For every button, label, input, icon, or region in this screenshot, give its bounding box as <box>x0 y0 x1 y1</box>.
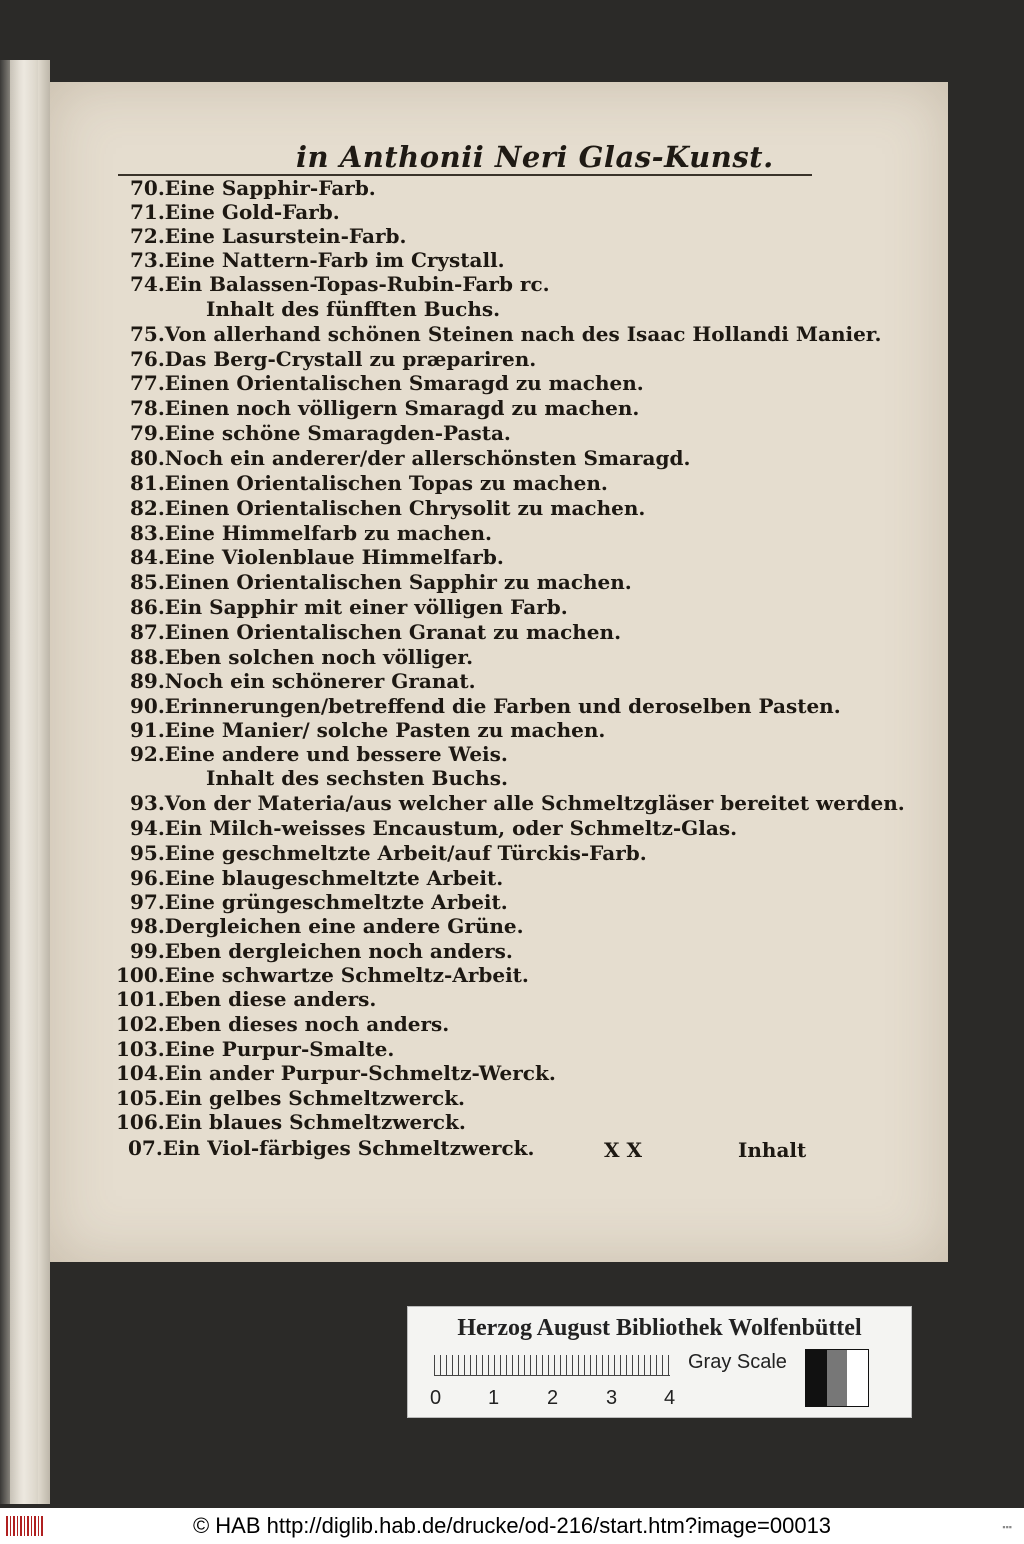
toc-entry: 84.Eine Violenblaue Himmelfarb. <box>130 545 504 569</box>
running-head: in Anthonii Neri Glas-Kunst. <box>296 140 774 174</box>
signature-mark: X X <box>604 1138 642 1162</box>
toc-entry: 85.Einen Orientalischen Sapphir zu machen. <box>130 570 632 594</box>
toc-entry: 73.Eine Nattern-Farb im Crystall. <box>130 248 505 272</box>
toc-entry: 105.Ein gelbes Schmeltzwerck. <box>116 1086 466 1110</box>
toc-entry: 100.Eine schwartze Schmeltz-Arbeit. <box>116 963 529 987</box>
gray-swatches <box>805 1349 869 1407</box>
toc-entry: 94.Ein Milch-weisses Encaustum, oder Schmeltz-Glas. <box>130 816 738 840</box>
ruler-number: 1 <box>488 1387 500 1409</box>
toc-entry: 106.Ein blaues Schmeltzwerck. <box>116 1110 466 1134</box>
toc-entry: 81.Einen Orientalischen Topas zu machen. <box>130 471 608 495</box>
library-name: Herzog August Bibliothek Wolfenbüttel <box>457 1315 862 1341</box>
toc-entry: 72.Eine Lasurstein-Farb. <box>130 224 407 248</box>
toc-entry: 79.Eine schöne Smaragden-Pasta. <box>130 421 511 445</box>
ruler-number: 3 <box>606 1387 618 1409</box>
swatch-gray <box>827 1350 848 1406</box>
toc-entry: 98.Dergleichen eine andere Grüne. <box>130 914 524 938</box>
toc-entry: 74.Ein Balassen-Topas-Rubin-Farb rc. <box>130 272 550 296</box>
toc-entry: 103.Eine Purpur-Smalte. <box>116 1037 395 1061</box>
toc-entry: 99.Eben dergleichen noch anders. <box>130 939 513 963</box>
toc-entry: 83.Eine Himmelfarb zu machen. <box>130 521 492 545</box>
corner-mark: ▪▪▪ <box>1002 1522 1012 1532</box>
ruler-number: 2 <box>547 1387 559 1409</box>
toc-entry: 90.Erinnerungen/betreffend die Farben und deroselben Pasten. <box>130 694 841 718</box>
toc-entry: 76.Das Berg-Crystall zu præpariren. <box>130 347 537 371</box>
toc-entry: 80.Noch ein anderer/der allerschönsten Smaragd. <box>130 446 691 470</box>
ruler-number: 0 <box>430 1387 442 1409</box>
toc-entry: 88.Eben solchen noch völliger. <box>130 645 474 669</box>
measure-ruler <box>434 1355 670 1376</box>
toc-entry: 86.Ein Sapphir mit einer völligen Farb. <box>130 595 568 619</box>
toc-entry: 89.Noch ein schönerer Granat. <box>130 669 476 693</box>
footer-copyright: © HAB http://diglib.hab.de/drucke/od-216/start.htm?image=00013 <box>192 1513 832 1538</box>
toc-entry: 07.Ein Viol-färbiges Schmeltzwerck. <box>128 1136 535 1160</box>
section-heading: Inhalt des sechsten Buchs. <box>206 766 508 790</box>
section-heading: Inhalt des fünfften Buchs. <box>206 297 501 321</box>
toc-entry: 70.Eine Sapphir-Farb. <box>130 176 376 200</box>
toc-entry: 102.Eben dieses noch anders. <box>116 1012 450 1036</box>
toc-entry: 82.Einen Orientalischen Chrysolit zu machen. <box>130 496 646 520</box>
toc-entry: 101.Eben diese anders. <box>116 987 377 1011</box>
catchword: Inhalt <box>738 1138 807 1162</box>
toc-entry: 97.Eine grüngeschmeltzte Arbeit. <box>130 890 508 914</box>
toc-entry: 96.Eine blaugeschmeltzte Arbeit. <box>130 866 504 890</box>
adjacent-page-edge <box>0 60 50 1504</box>
adjacent-page-paper <box>10 60 38 1504</box>
swatch-white <box>847 1350 868 1406</box>
toc-entry: 95.Eine geschmeltzte Arbeit/auf Türckis-Farb. <box>130 841 647 865</box>
toc-entry: 91.Eine Manier/ solche Pasten zu machen. <box>130 718 606 742</box>
toc-entry: 93.Von der Materia/aus welcher alle Schmeltzgläser bereitet werden. <box>130 791 905 815</box>
toc-entry: 78.Einen noch völligern Smaragd zu machen. <box>130 396 640 420</box>
toc-entry: 87.Einen Orientalischen Granat zu machen. <box>130 620 622 644</box>
ruler-number: 4 <box>664 1387 676 1409</box>
color-calibration-card <box>407 1306 912 1418</box>
toc-entry: 77.Einen Orientalischen Smaragd zu machen. <box>130 371 644 395</box>
toc-entry: 71.Eine Gold-Farb. <box>130 200 340 224</box>
gray-scale-label: Gray Scale <box>688 1351 787 1373</box>
swatch-black <box>806 1350 827 1406</box>
footer-bar <box>0 1508 1024 1544</box>
toc-entry: 92.Eine andere und bessere Weis. <box>130 742 508 766</box>
toc-entry: 104.Ein ander Purpur-Schmeltz-Werck. <box>116 1061 556 1085</box>
toc-entry: 75.Von allerhand schönen Steinen nach des Isaac Hollandi Manier. <box>130 322 882 346</box>
